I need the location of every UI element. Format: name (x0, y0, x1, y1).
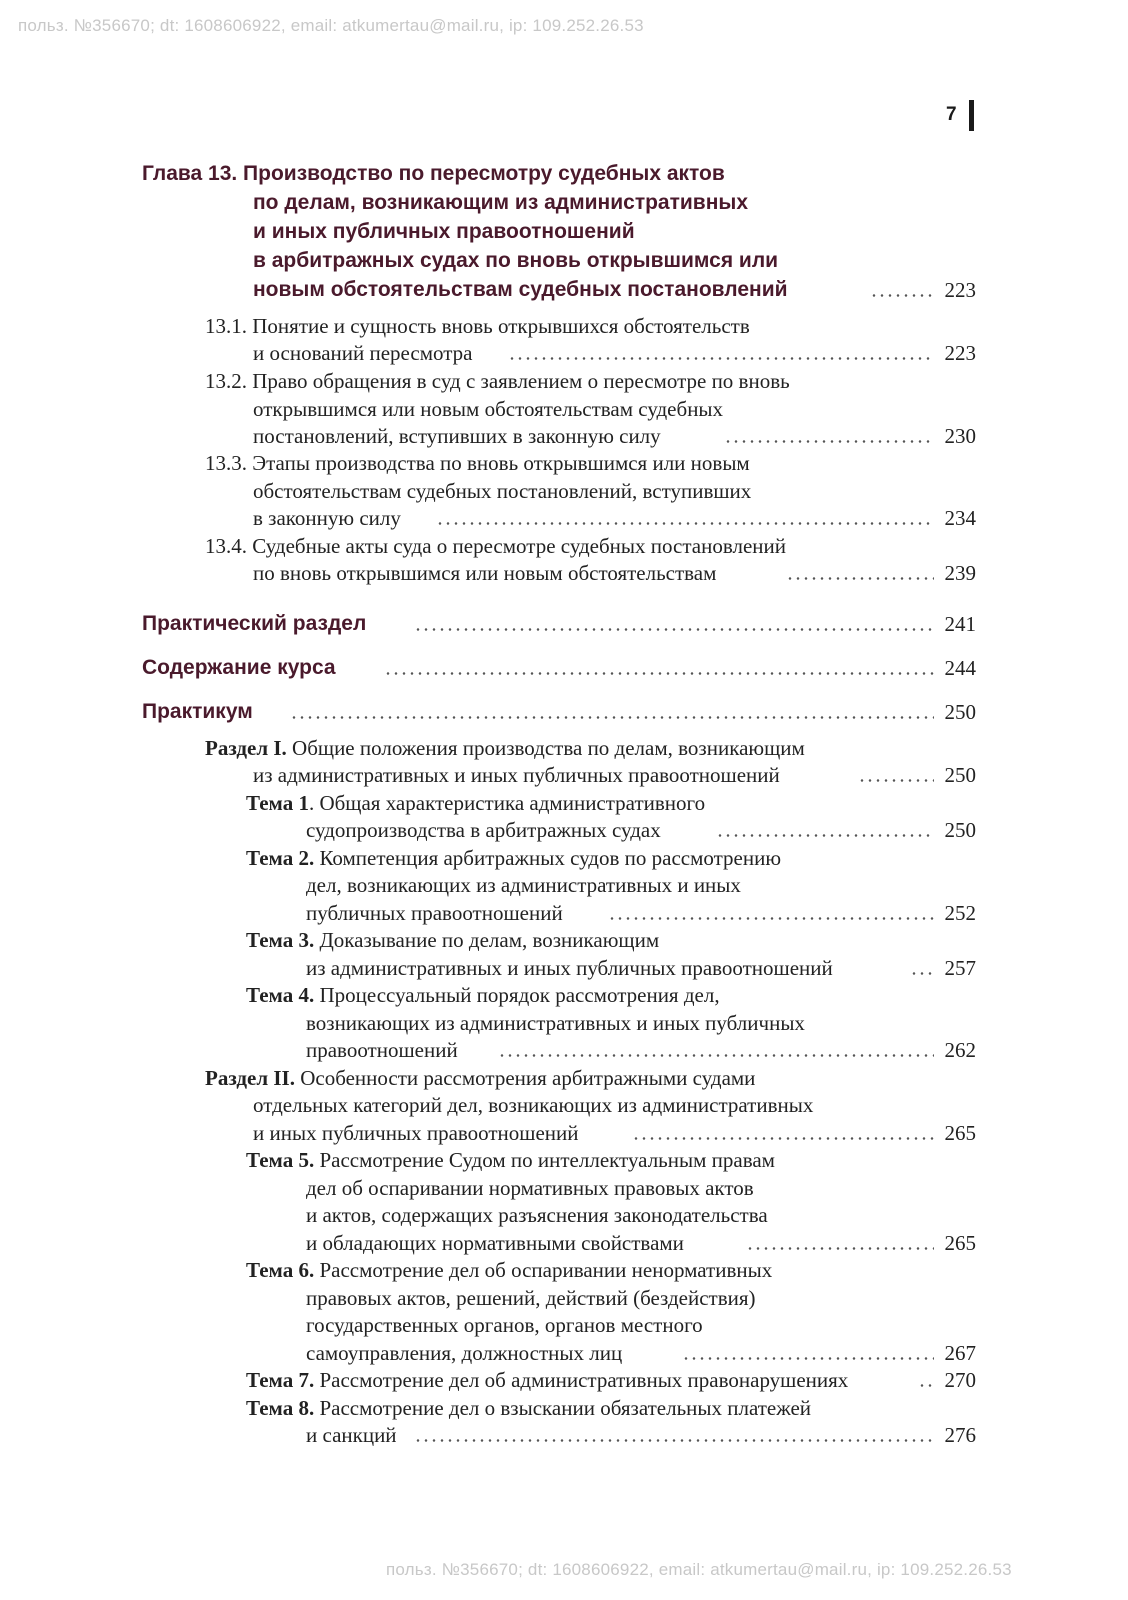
dot-leader (786, 577, 934, 580)
toc-entry-tema-1-cont[interactable] (0, 818, 1128, 846)
dot-leader (746, 1247, 934, 1250)
entry-text: Общие положения производства по делам, возникающим (292, 736, 805, 760)
page-number-bar (969, 100, 974, 131)
toc-entry-tema-6-cont (0, 1313, 1128, 1341)
entry-text: Рассмотрение дел об административных правонарушениях (314, 1368, 849, 1392)
dot-leader (498, 1054, 934, 1057)
chapter-heading-line (0, 191, 1128, 219)
tema-label: Тема 3. (246, 928, 315, 952)
chapter-title-line-2: по делам, возникающим из административных (253, 191, 749, 214)
chapter-title-line-4: в арбитражных судах по вновь открывшимся или (253, 249, 779, 272)
toc-entry-tema-8[interactable] (0, 1396, 1128, 1424)
toc-entry-13-3-cont (0, 479, 1128, 507)
page-ref: 241 (944, 612, 976, 636)
dot-leader (436, 522, 934, 525)
tema-label: Тема 7. (246, 1368, 315, 1392)
page-ref: 244 (944, 656, 976, 680)
toc-entry-razdel-2[interactable] (0, 1066, 1128, 1094)
page-ref: 267 (944, 1341, 976, 1365)
entry-text: по вновь открывшимся или новым обстоятельствам (253, 561, 717, 585)
razdel-label: Раздел II. (205, 1066, 295, 1090)
dot-leader (414, 628, 934, 631)
entry-text: дел, возникающих из административных и иных (306, 873, 741, 897)
page-ref: 223 (944, 341, 976, 365)
toc-entry-practicum[interactable] (0, 700, 1128, 728)
entry-text: и оснований пересмотра (253, 341, 473, 365)
entry-text: Особенности рассмотрения арбитражными судами (294, 1066, 756, 1090)
entry-text: Компетенция арбитражных судов по рассмотрению (314, 846, 782, 870)
toc-entry-13-1-cont[interactable] (0, 341, 1128, 369)
toc-entry-tema-4[interactable] (0, 983, 1128, 1011)
entry-text: публичных правоотношений (306, 901, 563, 925)
toc-entry-13-4[interactable] (0, 534, 1128, 562)
entry-text: 13.2. Право обращения в суд с заявлением о пересмотре по вновь (205, 369, 790, 393)
toc-entry-tema-5-cont[interactable] (0, 1231, 1128, 1259)
entry-text: правовых актов, решений, действий (бездействия) (306, 1286, 756, 1310)
toc-entry-chapter-13[interactable] (0, 278, 1128, 306)
page-ref: 276 (944, 1423, 976, 1447)
dot-leader (870, 294, 934, 297)
dot-leader (918, 1384, 934, 1387)
page-ref: 257 (944, 956, 976, 980)
dot-leader (716, 834, 934, 837)
tema-separator: . (308, 791, 315, 815)
watermark-bottom: польз. №356670; dt: 1608606922, email: atkumertau@mail.ru, ip: 109.252.26.53 (386, 1560, 1012, 1579)
toc-entry-tema-3[interactable] (0, 928, 1128, 956)
toc-entry-razdel-2-cont[interactable] (0, 1121, 1128, 1149)
toc-entry-13-3[interactable] (0, 451, 1128, 479)
toc-entry-13-2-cont (0, 397, 1128, 425)
page-ref: 250 (944, 700, 976, 724)
page-ref: 262 (944, 1038, 976, 1062)
toc-entry-tema-7[interactable] (0, 1368, 1128, 1396)
toc-entry-tema-3-cont[interactable] (0, 956, 1128, 984)
tema-label: Тема 6. (246, 1258, 315, 1282)
dot-leader (384, 672, 934, 675)
dot-leader (508, 357, 934, 360)
entry-text: постановлений, вступивших в законную силу (253, 424, 661, 448)
chapter-heading-line (0, 220, 1128, 248)
page-ref: 250 (944, 818, 976, 842)
dot-leader (290, 716, 934, 719)
toc-entry-razdel-1-cont[interactable] (0, 763, 1128, 791)
entry-text: 13.4. Судебные акты суда о пересмотре судебных постановлений (205, 534, 787, 558)
entry-text: и обладающих нормативными свойствами (306, 1231, 684, 1255)
toc-entry-tema-4-cont[interactable] (0, 1038, 1128, 1066)
dot-leader (608, 917, 934, 920)
toc-entry-tema-2[interactable] (0, 846, 1128, 874)
chapter-heading-line (0, 162, 1128, 190)
page-ref: 250 (944, 763, 976, 787)
toc-entry-tema-2-cont[interactable] (0, 901, 1128, 929)
entry-text: и санкций (306, 1423, 397, 1447)
entry-text: самоуправления, должностных лиц (306, 1341, 623, 1365)
entry-text: возникающих из административных и иных публичных (306, 1011, 805, 1035)
entry-text: дел об оспаривании нормативных правовых актов (306, 1176, 754, 1200)
entry-text: открывшимся или новым обстоятельствам судебных (253, 397, 724, 421)
entry-text: судопроизводства в арбитражных судах (306, 818, 661, 842)
tema-label: Тема 4. (246, 983, 315, 1007)
dot-leader (682, 1357, 934, 1360)
chapter-title-line-5: новым обстоятельствам судебных постановлений (253, 278, 788, 301)
toc-entry-tema-2-cont (0, 873, 1128, 901)
toc-entry-practical[interactable] (0, 612, 1128, 640)
tema-label: Тема 8. (246, 1396, 315, 1420)
entry-text: обстоятельствам судебных постановлений, вступивших (253, 479, 752, 503)
watermark-top: польз. №356670; dt: 1608606922, email: atkumertau@mail.ru, ip: 109.252.26.53 (18, 16, 644, 35)
chapter-title-line-3: и иных публичных правоотношений (253, 220, 635, 243)
toc-entry-13-2-cont[interactable] (0, 424, 1128, 452)
toc-entry-course[interactable] (0, 656, 1128, 684)
entry-text: и актов, содержащих разъяснения законодательства (306, 1203, 768, 1227)
entry-text: в законную силу (253, 506, 401, 530)
chapter-heading-line (0, 249, 1128, 277)
entry-text: Рассмотрение дел о взыскании обязательных платежей (314, 1396, 812, 1420)
toc-entry-tema-6-cont[interactable] (0, 1341, 1128, 1369)
entry-text: Рассмотрение дел об оспаривании ненормативных (314, 1258, 773, 1282)
toc-entry-tema-6-cont (0, 1286, 1128, 1314)
razdel-label: Раздел I. (205, 736, 287, 760)
toc-entry-razdel-1[interactable] (0, 736, 1128, 764)
page-ref: 239 (944, 561, 976, 585)
toc-entry-13-3-cont[interactable] (0, 506, 1128, 534)
dot-leader (724, 440, 934, 443)
entry-text: Рассмотрение Судом по интеллектуальным правам (314, 1148, 775, 1172)
entry-text: Процессуальный порядок рассмотрения дел, (314, 983, 720, 1007)
toc-entry-tema-8-cont[interactable] (0, 1423, 1128, 1451)
entry-text: правоотношений (306, 1038, 458, 1062)
page-ref: 230 (944, 424, 976, 448)
entry-text: 13.1. Понятие и сущность вновь открывшихся обстоятельств (205, 314, 750, 338)
page-ref: 234 (944, 506, 976, 530)
entry-text: из административных и иных публичных правоотношений (306, 956, 833, 980)
dot-leader (632, 1137, 934, 1140)
tema-label: Тема 2. (246, 846, 315, 870)
toc-entry-tema-1[interactable] (0, 791, 1128, 819)
toc-entry-tema-5[interactable] (0, 1148, 1128, 1176)
entry-text: Доказывание по делам, возникающим (314, 928, 660, 952)
entry-title: Содержание курса (142, 656, 336, 679)
toc-entry-tema-4-cont (0, 1011, 1128, 1039)
entry-title: Практикум (142, 700, 253, 723)
chapter-title-line-1: Глава 13. Производство по пересмотру судебных актов (142, 162, 725, 185)
toc-entry-tema-5-cont (0, 1176, 1128, 1204)
entry-text: из административных и иных публичных правоотношений (253, 763, 780, 787)
page-ref: 265 (944, 1121, 976, 1145)
toc-entry-razdel-2-cont (0, 1093, 1128, 1121)
toc-entry-tema-5-cont (0, 1203, 1128, 1231)
tema-label: Тема 5. (246, 1148, 315, 1172)
tema-label: Тема 1 (246, 791, 309, 815)
page-ref: 270 (944, 1368, 976, 1392)
dot-leader (414, 1439, 934, 1442)
entry-text: государственных органов, органов местного (306, 1313, 703, 1337)
page-ref: 252 (944, 901, 976, 925)
toc-entry-13-2[interactable] (0, 369, 1128, 397)
toc-entry-tema-6[interactable] (0, 1258, 1128, 1286)
entry-title: Практический раздел (142, 612, 367, 635)
toc-entry-13-1[interactable] (0, 314, 1128, 342)
page-ref: 265 (944, 1231, 976, 1255)
page-number: 7 (946, 104, 957, 125)
dot-leader (858, 779, 934, 782)
dot-leader (910, 972, 934, 975)
entry-text: и иных публичных правоотношений (253, 1121, 579, 1145)
entry-text: отдельных категорий дел, возникающих из административных (253, 1093, 814, 1117)
entry-text: Общая характеристика административного (314, 791, 706, 815)
page-ref: 223 (944, 278, 976, 302)
entry-text: 13.3. Этапы производства по вновь открывшимся или новым (205, 451, 750, 475)
toc-entry-13-4-cont[interactable] (0, 561, 1128, 589)
